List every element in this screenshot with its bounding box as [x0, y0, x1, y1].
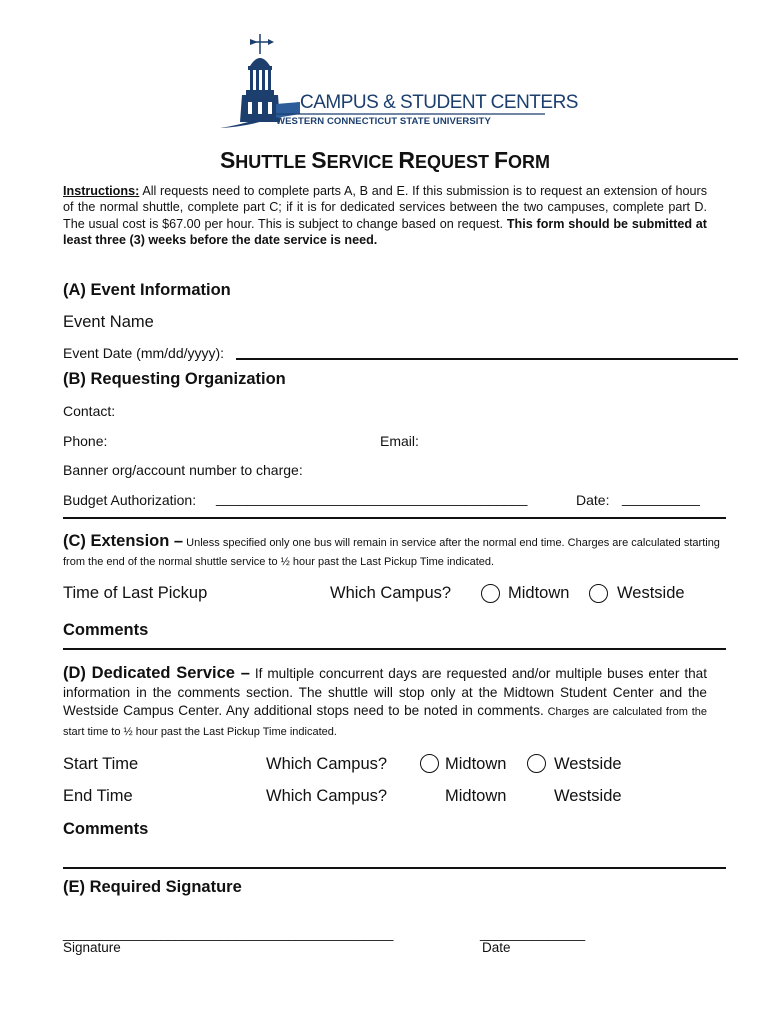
end-which-campus-label: Which Campus? — [266, 787, 388, 805]
end-midtown-label: Midtown — [445, 787, 507, 805]
signature-field[interactable]: ____________________________________________ — [63, 926, 394, 941]
section-d-text: If multiple concurrent days are requested and/or multiple buses enter that information in the comments section. The shuttle will stop only at the Midtown Student Center and the Westside Campus Center. Any additional stops need to be noted in comments. — [63, 666, 707, 719]
end-time-label: End Time — [63, 787, 133, 805]
section-a-heading: (A) Event Information — [63, 281, 231, 299]
westside-label: Westside — [617, 584, 685, 602]
contact-label: Contact: — [63, 403, 116, 419]
budget-authorization-field[interactable]: ________________________________________ — [216, 490, 528, 506]
event-date-label: Event Date (mm/dd/yyyy): — [63, 345, 225, 361]
section-b-heading: (B) Requesting Organization — [63, 370, 286, 388]
logo-name: CAMPUS & STUDENT CENTERS — [300, 92, 578, 113]
start-which-campus-label: Which Campus? — [266, 755, 388, 773]
section-divider — [63, 517, 726, 519]
time-last-pickup-label: Time of Last Pickup — [63, 584, 208, 602]
budget-authorization-label: Budget Authorization: — [63, 492, 197, 508]
event-date-input-line[interactable] — [236, 358, 738, 360]
section-c-comments-label: Comments — [63, 621, 149, 639]
section-d-comments-label: Comments — [63, 820, 149, 838]
email-label: Email: — [380, 433, 419, 449]
midtown-label: Midtown — [508, 584, 570, 602]
start-midtown-label: Midtown — [445, 755, 507, 773]
instructions-text: All requests need to complete parts A, B and E. If this submission is to request an extension of hours of the normal shuttle, complete part C; if it is for dedicated services between the two campuses, complete part D. The usual cost is $67.00 per hour. This is subject to change based on request. — [63, 184, 707, 231]
signature-label: Signature — [63, 940, 121, 955]
section-c-block — [63, 533, 723, 571]
instructions-label: Instructions: — [63, 184, 140, 198]
date-label: Date: — [576, 492, 610, 508]
section-d-heading: (D) Dedicated Service – — [63, 664, 250, 682]
start-midtown-radio[interactable] — [420, 754, 439, 773]
start-westside-label: Westside — [554, 755, 622, 773]
section-d-comments-line[interactable] — [63, 867, 726, 869]
which-campus-label: Which Campus? — [330, 584, 452, 602]
banner-account-label: Banner org/account number to charge: — [63, 462, 303, 478]
section-c-comments-line[interactable] — [63, 648, 726, 650]
westside-radio[interactable] — [589, 584, 608, 603]
midtown-radio[interactable] — [481, 584, 500, 603]
end-westside-label: Westside — [554, 787, 622, 805]
start-time-label: Start Time — [63, 755, 139, 773]
signature-date-label: Date — [482, 940, 511, 955]
section-d-block — [63, 664, 707, 741]
logo-university: WESTERN CONNECTICUT STATE UNIVERSITY — [276, 116, 491, 127]
section-c-note: Unless specified only one bus will remain in service after the normal end time. Charges are calculated starting from the end of the normal shuttle service to ½ hour past the Last Pickup Time indicated. — [63, 537, 720, 568]
section-d-note: Charges are calculated from the start time to ½ hour past the Last Pickup Time indicated. — [63, 706, 707, 738]
phone-label: Phone: — [63, 433, 108, 449]
page-title: SHUTTLE SERVICE REQUEST FORM — [219, 147, 551, 173]
start-westside-radio[interactable] — [527, 754, 546, 773]
instructions — [63, 183, 707, 249]
date-field[interactable]: __________ — [622, 490, 700, 506]
section-e-heading: (E) Required Signature — [63, 878, 242, 896]
signature-date-field[interactable]: ______________ — [480, 926, 586, 941]
instructions-deadline: This form should be submitted at least three (3) weeks before the date service is need. — [63, 216, 708, 248]
section-c-heading: (C) Extension – — [63, 532, 184, 550]
event-name-label: Event Name — [63, 313, 154, 331]
